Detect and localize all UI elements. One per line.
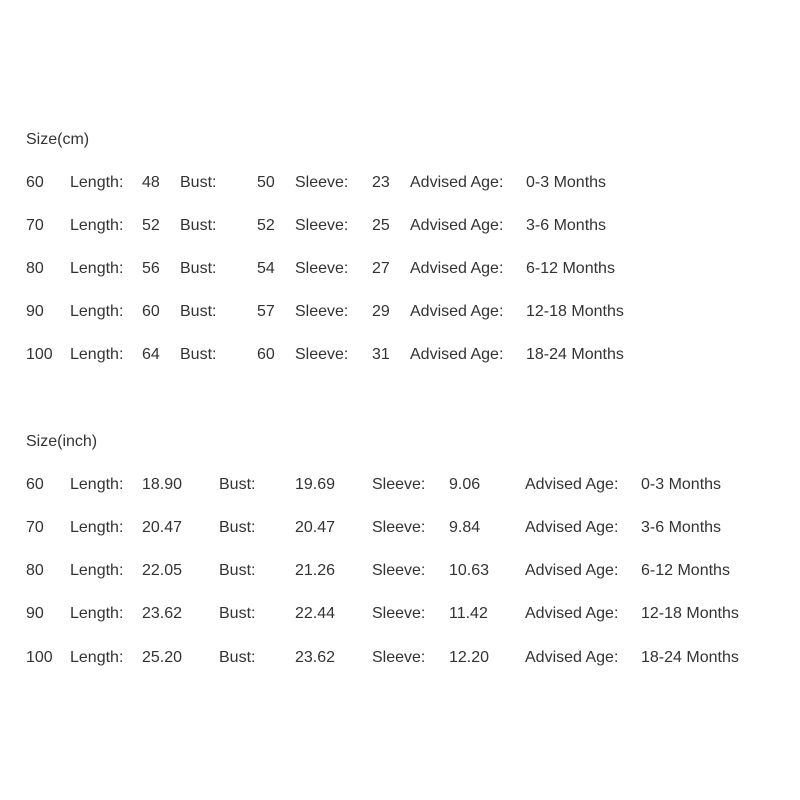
bust-value: 50 — [257, 174, 275, 191]
advised-age-label: Advised Age: — [525, 519, 619, 536]
sleeve-label: Sleeve: — [295, 303, 349, 320]
bust-value: 19.69 — [295, 476, 336, 493]
advised-age-value: 12-18 Months — [526, 303, 624, 320]
size-value: 70 — [26, 217, 44, 234]
sleeve-label: Sleeve: — [372, 562, 426, 579]
advised-age-value: 12-18 Months — [641, 605, 739, 622]
sleeve-label: Sleeve: — [295, 260, 349, 277]
bust-value: 52 — [257, 217, 275, 234]
size-value: 60 — [26, 476, 44, 493]
length-value: 48 — [142, 174, 160, 191]
bust-value: 54 — [257, 260, 275, 277]
cm-table-row — [0, 173, 800, 193]
size-value: 90 — [26, 605, 44, 622]
bust-value: 20.47 — [295, 519, 336, 536]
sleeve-label: Sleeve: — [372, 476, 426, 493]
advised-age-value: 18-24 Months — [526, 346, 624, 363]
advised-age-value: 0-3 Months — [641, 476, 722, 493]
cm-table-row — [0, 345, 800, 365]
bust-label: Bust: — [180, 303, 217, 320]
sleeve-label: Sleeve: — [372, 605, 426, 622]
length-value: 20.47 — [142, 519, 183, 536]
length-value: 25.20 — [142, 649, 183, 666]
cm-table-row — [0, 259, 800, 279]
length-label: Length: — [70, 476, 124, 493]
inch-table-row — [0, 604, 800, 624]
bust-label: Bust: — [180, 260, 217, 277]
advised-age-label: Advised Age: — [525, 476, 619, 493]
bust-value: 23.62 — [295, 649, 336, 666]
advised-age-label: Advised Age: — [525, 605, 619, 622]
sleeve-value: 25 — [372, 217, 390, 234]
size-value: 100 — [26, 649, 53, 666]
length-value: 56 — [142, 260, 160, 277]
size-value: 100 — [26, 346, 53, 363]
advised-age-label: Advised Age: — [410, 174, 504, 191]
size-value: 90 — [26, 303, 44, 320]
bust-label: Bust: — [180, 346, 217, 363]
length-label: Length: — [70, 649, 124, 666]
bust-value: 57 — [257, 303, 275, 320]
length-value: 52 — [142, 217, 160, 234]
sleeve-value: 11.42 — [449, 605, 488, 622]
advised-age-value: 3-6 Months — [641, 519, 722, 536]
length-label: Length: — [70, 260, 124, 277]
sleeve-label: Sleeve: — [372, 519, 426, 536]
length-label: Length: — [70, 174, 124, 191]
length-label: Length: — [70, 562, 124, 579]
length-value: 60 — [142, 303, 160, 320]
size-value: 80 — [26, 260, 44, 277]
advised-age-value: 0-3 Months — [526, 174, 607, 191]
advised-age-value: 18-24 Months — [641, 649, 739, 666]
inch-table-title: Size(inch) — [26, 433, 98, 450]
inch-table-row — [0, 648, 800, 668]
bust-label: Bust: — [219, 476, 256, 493]
length-label: Length: — [70, 519, 124, 536]
sleeve-value: 27 — [372, 260, 390, 277]
length-value: 64 — [142, 346, 160, 363]
advised-age-label: Advised Age: — [410, 260, 504, 277]
advised-age-value: 6-12 Months — [641, 562, 730, 579]
size-value: 60 — [26, 174, 44, 191]
size-value: 70 — [26, 519, 44, 536]
bust-value: 21.26 — [295, 562, 336, 579]
advised-age-value: 3-6 Months — [526, 217, 607, 234]
inch-table-row — [0, 561, 800, 581]
length-label: Length: — [70, 217, 124, 234]
bust-label: Bust: — [219, 519, 256, 536]
length-label: Length: — [70, 605, 124, 622]
inch-table-row — [0, 518, 800, 538]
inch-table-row — [0, 475, 800, 495]
cm-table-title: Size(cm) — [26, 131, 90, 148]
bust-value: 60 — [257, 346, 275, 363]
bust-label: Bust: — [180, 217, 217, 234]
bust-value: 22.44 — [295, 605, 336, 622]
advised-age-label: Advised Age: — [410, 346, 504, 363]
advised-age-label: Advised Age: — [525, 649, 619, 666]
sleeve-label: Sleeve: — [295, 217, 349, 234]
cm-table-row — [0, 216, 800, 236]
sleeve-value: 9.06 — [449, 476, 481, 493]
sleeve-value: 23 — [372, 174, 390, 191]
sleeve-value: 29 — [372, 303, 390, 320]
length-value: 18.90 — [142, 476, 183, 493]
sleeve-value: 31 — [372, 346, 390, 363]
sleeve-label: Sleeve: — [295, 346, 349, 363]
length-label: Length: — [70, 303, 124, 320]
advised-age-label: Advised Age: — [410, 303, 504, 320]
advised-age-label: Advised Age: — [525, 562, 619, 579]
sleeve-value: 12.20 — [449, 649, 490, 666]
sleeve-label: Sleeve: — [295, 174, 349, 191]
bust-label: Bust: — [219, 562, 256, 579]
bust-label: Bust: — [219, 605, 256, 622]
bust-label: Bust: — [180, 174, 217, 191]
cm-table-row — [0, 302, 800, 322]
sleeve-value: 10.63 — [449, 562, 490, 579]
length-value: 22.05 — [142, 562, 183, 579]
advised-age-label: Advised Age: — [410, 217, 504, 234]
advised-age-value: 6-12 Months — [526, 260, 615, 277]
sleeve-value: 9.84 — [449, 519, 481, 536]
size-value: 80 — [26, 562, 44, 579]
length-label: Length: — [70, 346, 124, 363]
sleeve-label: Sleeve: — [372, 649, 426, 666]
length-value: 23.62 — [142, 605, 183, 622]
bust-label: Bust: — [219, 649, 256, 666]
